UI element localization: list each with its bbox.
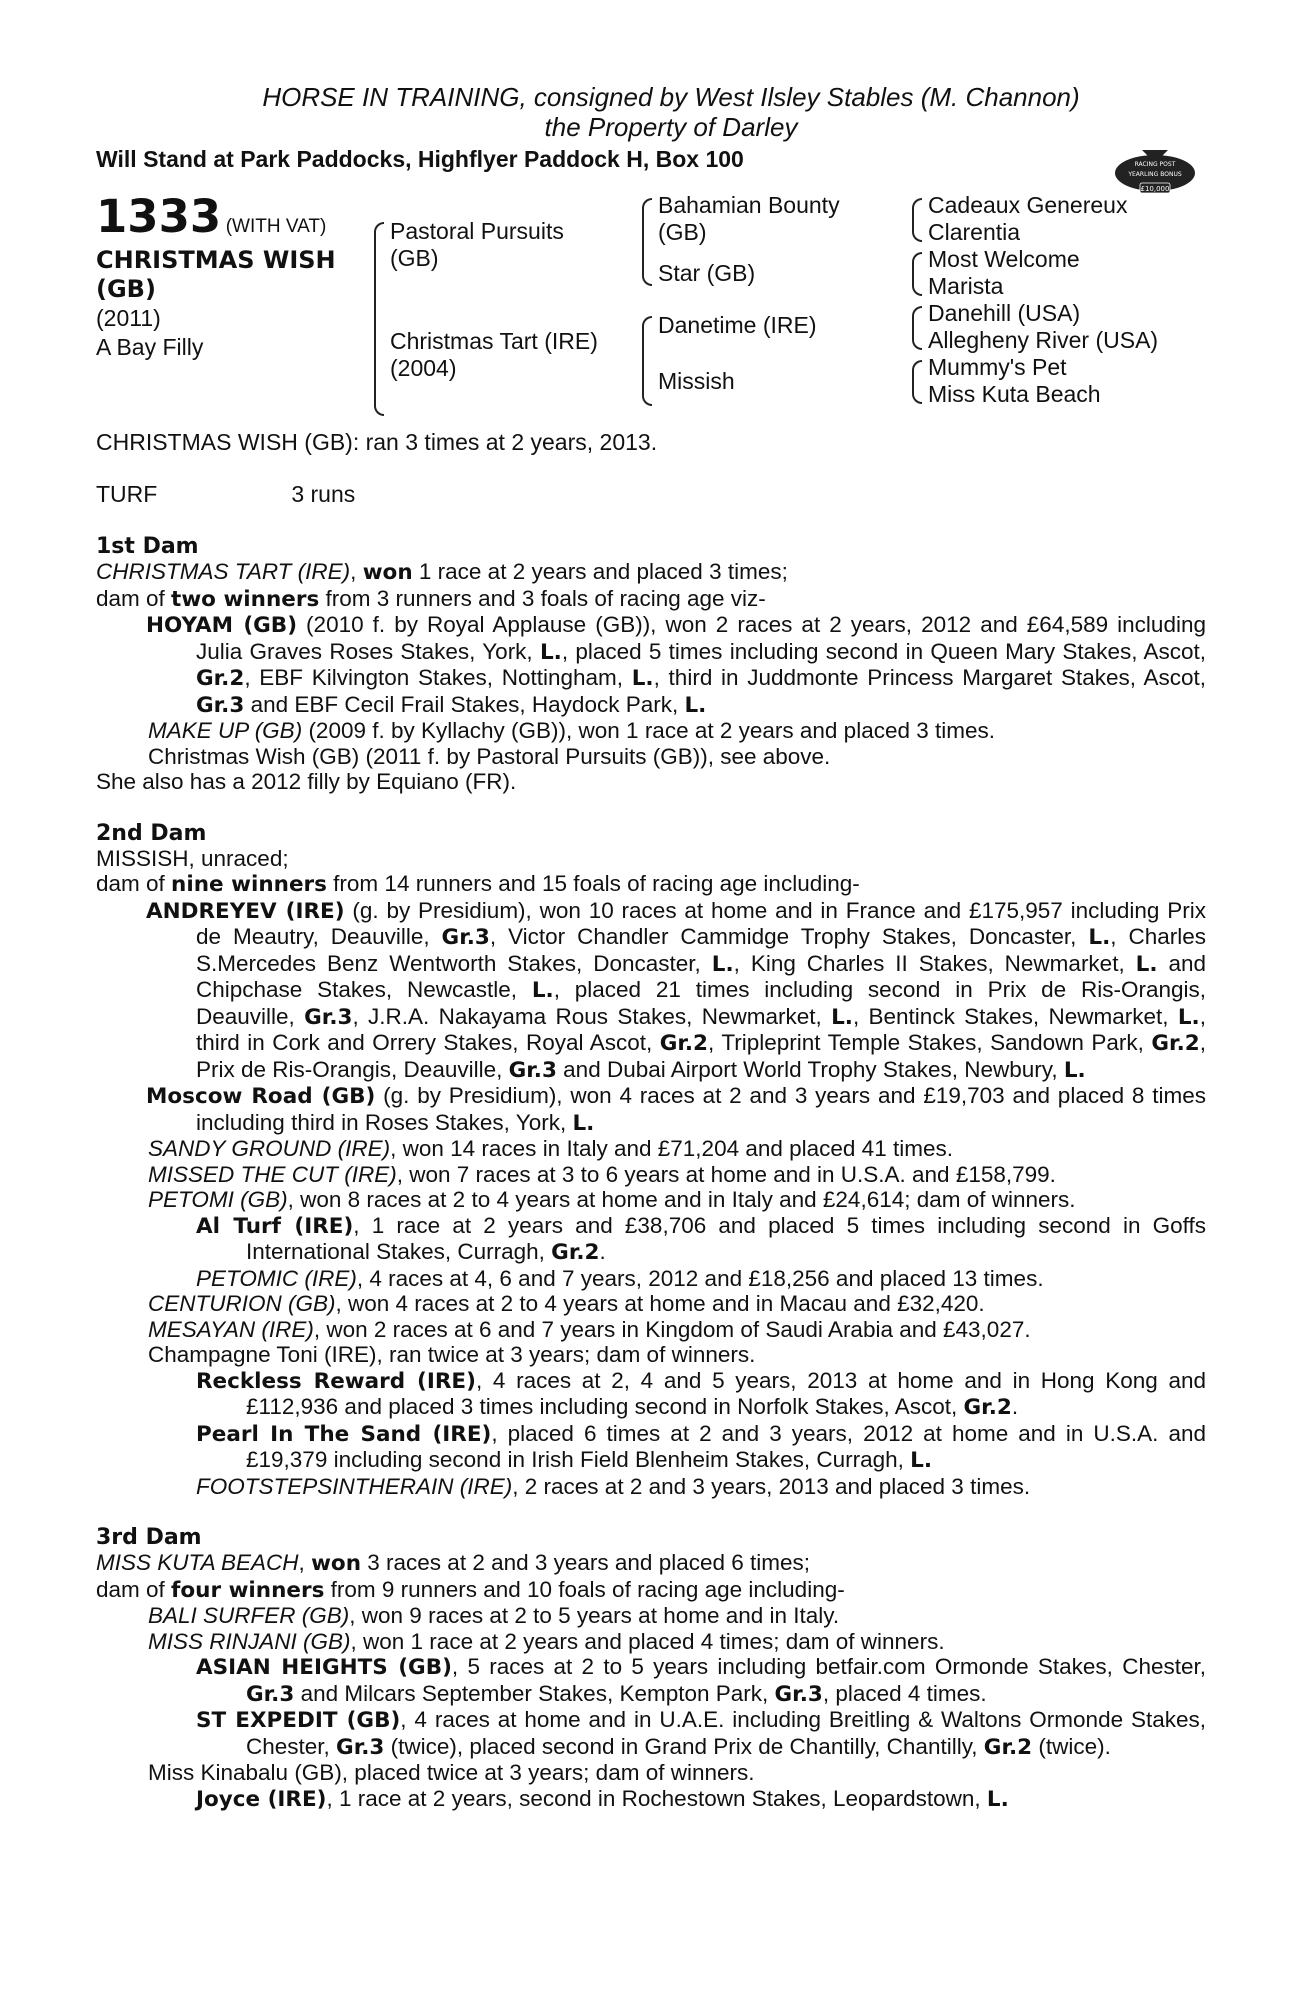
produce-entry: Champagne Toni (IRE), ran twice at 3 years; dam of winners. bbox=[148, 1342, 756, 1367]
produce-entry: BALI SURFER (GB), won 9 races at 2 to 5 years at home and in Italy. bbox=[148, 1603, 840, 1628]
second-dam-section bbox=[96, 821, 1206, 1500]
sire-dam: Star (GB) bbox=[658, 260, 756, 286]
consignor-line: HORSE IN TRAINING, consigned by West Ilsley Stables (M. Channon) bbox=[262, 82, 1080, 112]
produce-entry: HOYAM (GB) (2010 f. by Royal Applause (GB)), won 2 races at 2 years, 2012 and £64,589 including Julia Graves Roses Stakes, York, L., placed 5 times including second in Queen Mary Stakes, Ascot, Gr.2, EBF Kilvington Stakes, Nottingham, L., third in Juddmonte Princess Margaret Stakes, Ascot, Gr.3 and EBF Cecil Frail Stakes, Haydock Park, L. bbox=[146, 612, 1206, 718]
pedigree-bracket bbox=[642, 198, 652, 286]
produce-entry: Moscow Road (GB) (g. by Presidium), won 4 races at 2 and 3 years and £19,703 and placed 8 times including third in Roses Stakes, York, L. bbox=[146, 1083, 1206, 1136]
section-heading: 3rd Dam bbox=[96, 1525, 202, 1550]
produce-entry: MISS RINJANI (GB), won 1 race at 2 years and placed 4 times; dam of winners. bbox=[148, 1628, 945, 1654]
produce-entry: PETOMI (GB), won 8 races at 2 to 4 years at home and in Italy and £24,614; dam of winners. bbox=[148, 1187, 1076, 1212]
dam-line: MISS KUTA BEACH, won 3 races at 2 and 3 years and placed 6 times; bbox=[96, 1550, 811, 1576]
owner-line: the Property of Darley bbox=[544, 112, 798, 142]
pedigree-bracket bbox=[912, 360, 922, 404]
badge-middle-text: YEARLING BONUS bbox=[1128, 171, 1182, 178]
third-dam-section bbox=[96, 1525, 1206, 1812]
lot-info bbox=[96, 190, 356, 362]
produce-line: dam of nine winners from 14 runners and 15 foals of racing age including- bbox=[96, 871, 860, 897]
turf-record: TURF 3 runs bbox=[96, 481, 356, 507]
badge-bottom-text: £10,000 bbox=[1140, 185, 1170, 193]
produce-entry: MISSED THE CUT (IRE), won 7 races at 3 to 6 years at home and in U.S.A. and £158,799. bbox=[148, 1161, 1056, 1187]
produce-entry: Al Turf (IRE), 1 race at 2 years and £38,706 and placed 5 times including second in Goffs International Stakes, Curragh, Gr.2. bbox=[196, 1212, 1206, 1265]
produce-entry: PETOMIC (IRE), 4 races at 4, 6 and 7 years, 2012 and £18,256 and placed 13 times. bbox=[196, 1265, 1044, 1291]
produce-entry: SANDY GROUND (IRE), won 14 races in Italy and £71,204 and placed 41 times. bbox=[148, 1136, 953, 1161]
horse-description: A Bay Filly bbox=[96, 334, 204, 360]
badge-top-text: RACING POST bbox=[1134, 161, 1176, 168]
dam: Christmas Tart (IRE) (2004) bbox=[390, 328, 598, 381]
sss: Cadeaux Genereux Clarentia bbox=[928, 192, 1128, 245]
produce-entry: CENTURION (GB), won 4 races at 2 to 4 years at home and in Macau and £32,420. bbox=[148, 1291, 985, 1316]
race-summary: CHRISTMAS WISH (GB): ran 3 times at 2 years, 2013. bbox=[96, 429, 658, 455]
vat-label: (WITH VAT) bbox=[225, 216, 327, 237]
produce-entry: Pearl In The Sand (IRE), placed 6 times at 2 and 3 years, 2012 at home and in U.S.A. and £19,379 including second in Irish Field Blenheim Stakes, Curragh, L. bbox=[196, 1420, 1206, 1473]
section-heading: 1st Dam bbox=[96, 534, 199, 559]
produce-entry: ANDREYEV (IRE) (g. by Presidium), won 10 races at home and in France and £175,957 including Prix de Meautry, Deauville, Gr.3, Victor Chandler Cammidge Trophy Stakes, Doncaster, L., Charles S.Mercedes Benz Wentworth Stakes, Doncaster, L., King Charles II Stakes, Newmarket, L. and Chipchase Stakes, Newcastle, L., placed 21 times including second in Prix de Ris-Orangis, Deauville, Gr.3, J.R.A. Nakayama Rous Stakes, Newmarket, L., Bentinck Stakes, Newmarket, L., third in Cork and Orrery Stakes, Royal Ascot, Gr.2, Tripleprint Temple Stakes, Sandown Park, Gr.2, Prix de Ris-Orangis, Deauville, Gr.3 and Dubai Airport World Trophy Stakes, Newbury, L. bbox=[146, 897, 1206, 1083]
sire: Pastoral Pursuits (GB) bbox=[390, 218, 564, 271]
produce-entry: Christmas Wish (GB) (2011 f. by Pastoral Pursuits (GB)), see above. bbox=[148, 743, 831, 769]
pedigree-bracket bbox=[912, 198, 922, 242]
horse-name: CHRISTMAS WISH (GB) bbox=[96, 246, 336, 303]
additional-produce: She also has a 2012 filly by Equiano (FR). bbox=[96, 769, 517, 794]
first-dam-section bbox=[96, 534, 1206, 795]
sire-sire: Bahamian Bounty (GB) bbox=[658, 192, 840, 245]
produce-entry: Joyce (IRE), 1 race at 2 years, second in Rochestown Stakes, Leopardstown, L. bbox=[196, 1785, 1009, 1812]
produce-entry: FOOTSTEPSINTHERAIN (IRE), 2 races at 2 and 3 years, 2013 and placed 3 times. bbox=[196, 1473, 1031, 1499]
produce-entry: ASIAN HEIGHTS (GB), 5 races at 2 to 5 years including betfair.com Ormonde Stakes, Chester, Gr.3 and Milcars September Stakes, Kempton Park, Gr.3, placed 4 times. bbox=[196, 1654, 1206, 1707]
sds: Most Welcome Marista bbox=[928, 246, 1080, 299]
produce-entry: MESAYAN (IRE), won 2 races at 6 and 7 years in Kingdom of Saudi Arabia and £43,027. bbox=[148, 1316, 1031, 1342]
foaling-year: (2011) bbox=[96, 305, 161, 331]
lot-number: 1333 bbox=[96, 190, 222, 243]
produce-entry: ST EXPEDIT (GB), 4 races at home and in U.A.E. including Breitling & Waltons Ormonde Stakes, Chester, Gr.3 (twice), placed second in Grand Prix de Chantilly, Chantilly, Gr.2 (twice). bbox=[196, 1707, 1207, 1760]
section-heading: 2nd Dam bbox=[96, 820, 207, 846]
dam-line: MISSISH, unraced; bbox=[96, 845, 289, 871]
pedigree-table bbox=[96, 188, 1206, 418]
dam-sire: Danetime (IRE) bbox=[658, 312, 817, 338]
pedigree-bracket bbox=[912, 306, 922, 350]
produce-entry: MAKE UP (GB) (2009 f. by Kyllachy (GB)), won 1 race at 2 years and placed 3 times. bbox=[148, 718, 996, 743]
produce-line: dam of two winners from 3 runners and 3 foals of racing age viz- bbox=[96, 585, 766, 612]
produce-entry: Reckless Reward (IRE), 4 races at 2, 4 and 5 years, 2013 at home and in Hong Kong and £112,936 and placed 3 times including second in Norfolk Stakes, Ascot, Gr.2. bbox=[196, 1367, 1207, 1420]
pedigree-bracket bbox=[912, 252, 922, 296]
catalogue-page bbox=[96, 82, 1206, 1812]
pedigree-bracket bbox=[374, 222, 384, 416]
produce-entry: Miss Kinabalu (GB), placed twice at 3 years; dam of winners. bbox=[148, 1760, 755, 1785]
dds: Mummy's Pet Miss Kuta Beach bbox=[928, 354, 1101, 407]
dss: Danehill (USA) Allegheny River (USA) bbox=[928, 300, 1159, 353]
dam-dam: Missish bbox=[658, 368, 735, 394]
dam-line: CHRISTMAS TART (IRE), won 1 race at 2 years and placed 3 times; bbox=[96, 559, 788, 585]
pedigree-bracket bbox=[642, 316, 652, 406]
produce-line: dam of four winners from 9 runners and 10 foals of racing age including- bbox=[96, 1576, 845, 1603]
stand-location: Will Stand at Park Paddocks, Highflyer Paddock H, Box 100 bbox=[96, 146, 744, 172]
